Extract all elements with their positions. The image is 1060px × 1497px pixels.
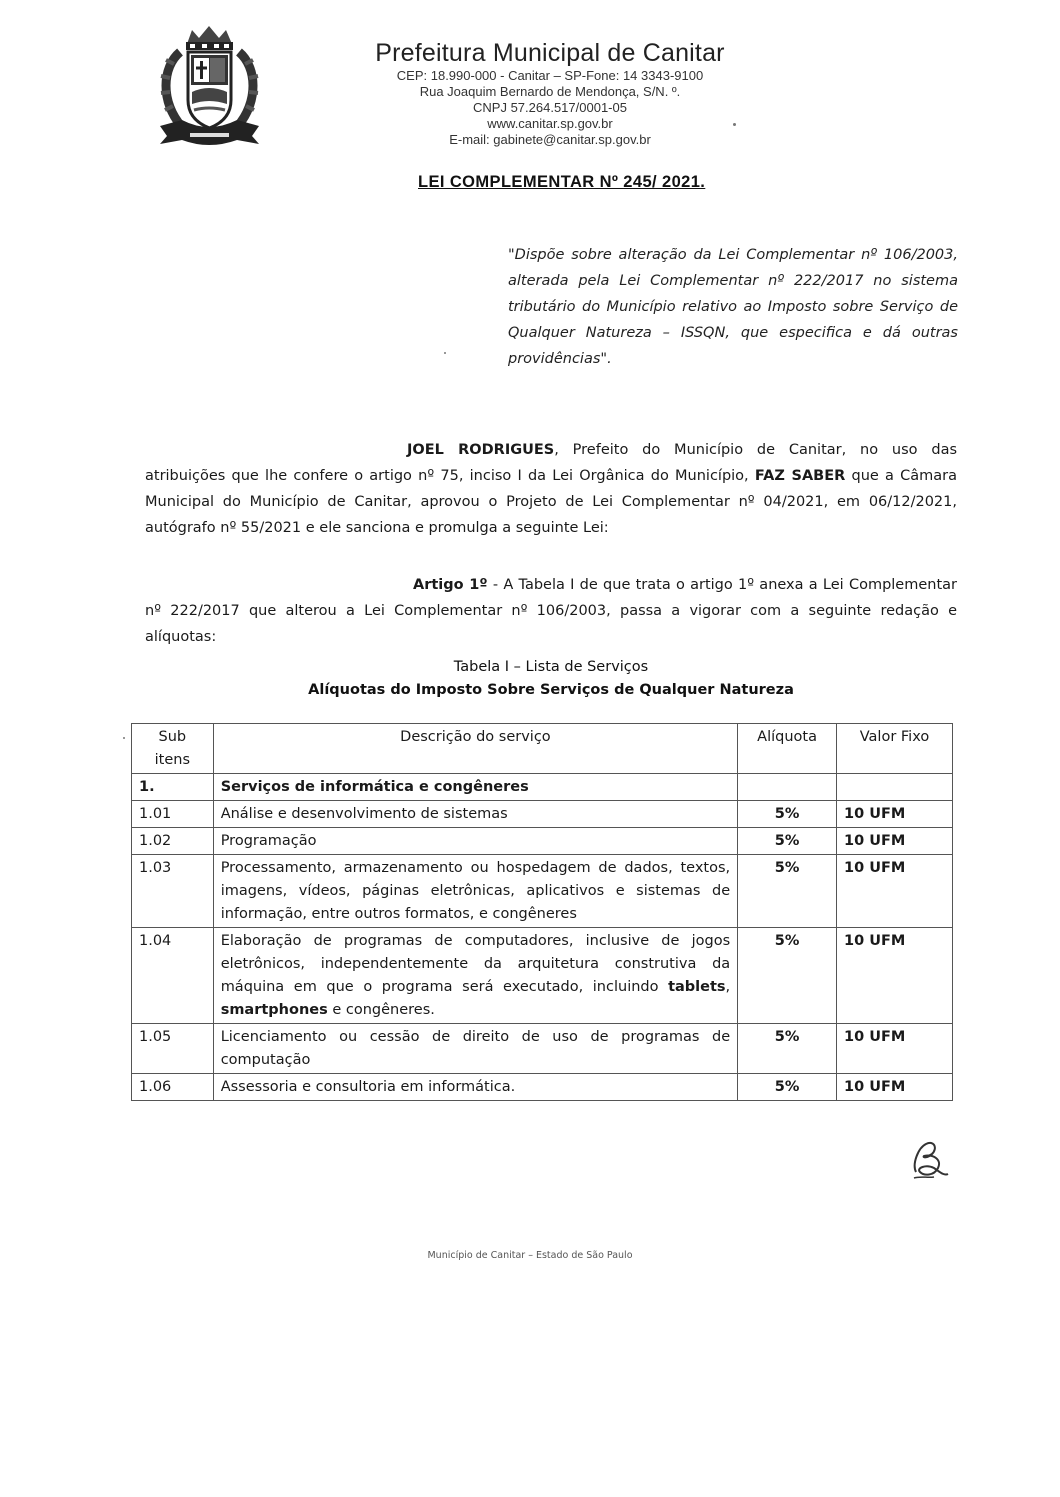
table-row: 1.02 Programação 5% 10 UFM [132,828,953,855]
table-header-row [132,724,953,774]
table-subtitle: Alíquotas do Imposto Sobre Serviços de Qualquer Natureza [308,682,794,698]
faz-saber: FAZ SABER [754,468,846,484]
table-title: Tabela I – Lista de Serviços [453,659,649,675]
address-line: CEP: 18.990-000 - Canitar – SP-Fone: 14 3343-9100 [396,68,704,83]
scan-speck [444,352,446,354]
ementa: "Dispõe sobre alteração da Lei Complementar nº 106/2003, alterada pela Lei Complementar nº 222/2017 no sistema tributário do Município relativo ao Imposto sobre Serviço de Qualquer Natureza – ISSQN, que especifica e dá outras providências". [508,247,958,367]
organization-name: Prefeitura Municipal de Canitar [375,39,725,67]
column-header-valor-fixo: Valor Fixo [836,724,952,774]
municipal-coat-of-arms-icon [152,22,267,147]
handwritten-initial-icon [904,1138,954,1183]
column-header-description: Descrição do serviço [213,724,737,774]
column-header-sub-items: Sub itens [132,724,214,774]
article-1-paragraph: Artigo 1º - A Tabela I de que trata o artigo 1º anexa a Lei Complementar nº 222/2017 que alterou a Lei Complementar nº 106/2003, passa a vigorar com a seguinte redação e alíquotas: [145,577,957,645]
law-title: LEI COMPLEMENTAR Nº 245/ 2021. [418,173,706,191]
page-footer: Município de Canitar – Estado de São Paulo [427,1250,633,1261]
website-line: www.canitar.sp.gov.br [487,116,613,131]
letterhead [330,38,770,148]
cnpj-line: CNPJ 57.264.517/0001-05 [473,100,627,115]
table-row: 1.01 Análise e desenvolvimento de sistemas 5% 10 UFM [132,801,953,828]
column-header-aliquota: Alíquota [738,724,837,774]
services-table [131,723,953,1101]
preamble-paragraph: JOEL RODRIGUES, Prefeito do Município de Canitar, no uso das atribuições que lhe confere o artigo nº 75, inciso I da Lei Orgânica do Município, FAZ SABER que a Câmara Municipal do Município de Canitar, aprovou o Projeto de Lei Complementar nº 04/2021, em 06/12/2021, autógrafo nº 55/2021 e ele sanciona e promulga a seguinte Lei: [145,442,958,536]
table-row: 1.03 Processamento, armazenamento ou hospedagem de dados, textos, imagens, vídeos, páginas eletrônicas, aplicativos e sistemas de informação, entre outros formatos, e congêneres 5% 10 UFM [132,855,953,928]
table-row: 1.06 Assessoria e consultoria em informática. 5% 10 UFM [132,1074,953,1101]
group-code: 1. [132,774,214,801]
scan-speck [123,737,125,739]
table-row: 1.05 Licenciamento ou cessão de direito de uso de programas de computação 5% 10 UFM [132,1024,953,1074]
scan-speck [733,123,736,126]
article-label: Artigo 1º [413,577,488,593]
address-line: Rua Joaquim Bernardo de Mendonça, S/N. º. [419,84,681,99]
email-line: E-mail: gabinete@canitar.sp.gov.br [449,132,651,147]
group-description: Serviços de informática e congêneres [213,774,737,801]
mayor-name: JOEL RODRIGUES [407,442,555,458]
table-row: 1.04 Elaboração de programas de computadores, inclusive de jogos eletrônicos, independentemente da arquitetura construtiva da máquina em que o programa será executado, incluindo tablets, smartphones e congêneres. 5% 10 UFM [132,928,953,1024]
table-group-row [132,774,953,801]
